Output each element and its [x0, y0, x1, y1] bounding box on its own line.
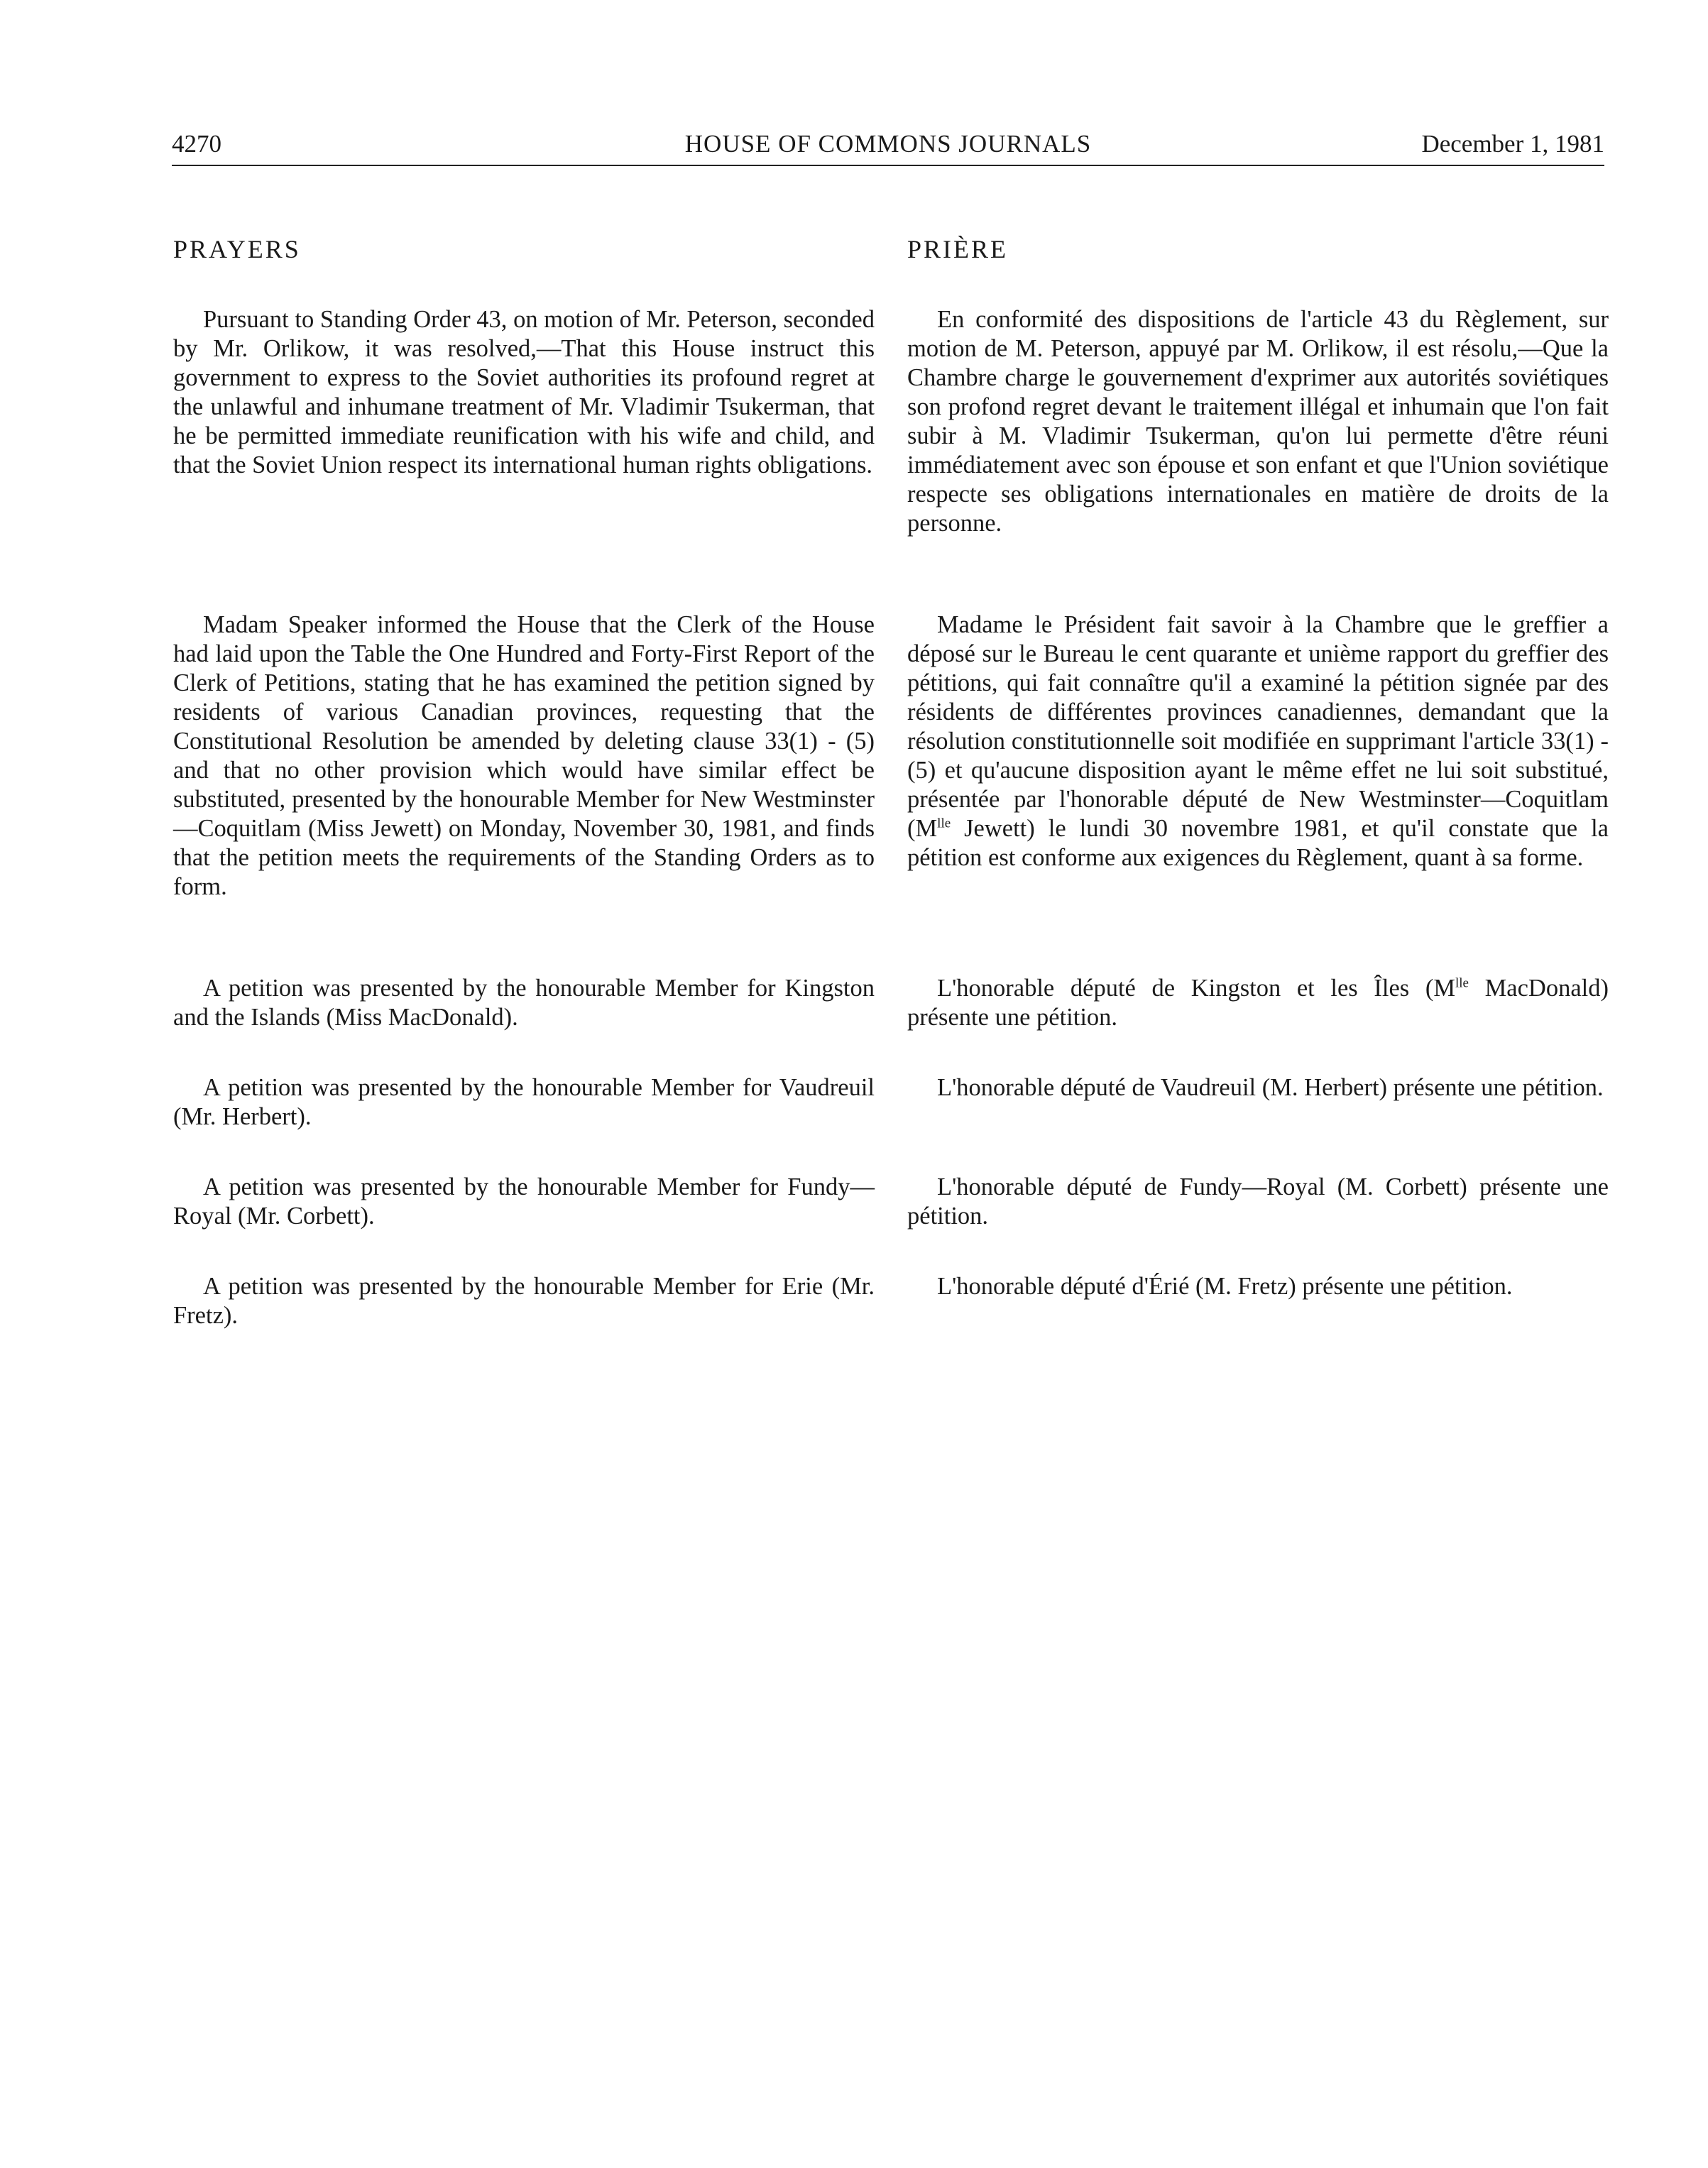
french-report-text-start: Madame le Président fait savoir à la Chambre que le greffier a déposé sur le Bureau le cent quarante et unième rapport du greffier des pétitions, qui fait connaître qu'il a examiné la pétition signée par des résidents de différentes provinces canadiennes, demandant que la résolution constitutionnelle soit modifiée en supprimant l'article 33(1) - (5) et qu'aucune disposition ayant le même effet ne lui soit substitué, présentée par l'honorable député de New Westminster—Coquitlam (M — [907, 611, 1609, 842]
french-kingston-superscript: lle — [1455, 975, 1469, 991]
page-header — [172, 128, 1604, 166]
english-paragraph-petition-erie: A petition was presented by the honourable Member for Erie (Mr. Fretz). — [173, 1273, 875, 1329]
french-kingston-text-end: MacDonald) présente une pétition. — [907, 975, 1609, 1031]
french-paragraph-motion: En conformité des dispositions de l'article 43 du Règlement, sur motion de M. Peterson, appuyé par M. Orlikow, il est résolu,—Que la Chambre charge le gouvernement d'exprimer aux autorités soviétiques son profond regret devant le traitement illégal et inhumain que l'on fait subir à M. Vladimir Tsukerman, qu'on lui permette d'être réuni immédiatement avec son épouse et son enfant et que l'Union soviétique respecte ses obligations internationales en matière de droits de la personne. — [907, 306, 1609, 537]
french-paragraph-petition-kingston — [907, 974, 1609, 1032]
french-paragraph-petition-erie: L'honorable député d'Érié (M. Fretz) présente une pétition. — [937, 1273, 1513, 1300]
journal-date: December 1, 1981 — [1421, 130, 1604, 158]
french-report-text-end: Jewett) le lundi 30 novembre 1981, et qu'il constate que la pétition est conforme aux exigences du Règlement, quant à sa forme. — [907, 815, 1609, 871]
french-paragraph-petition-fundy: L'honorable député de Fundy—Royal (M. Corbett) présente une pétition. — [907, 1173, 1609, 1230]
english-heading: PRAYERS — [173, 235, 301, 263]
english-paragraph-report: Madam Speaker informed the House that the Clerk of the House had laid upon the Table the One Hundred and Forty-First Report of the Clerk of Petitions, stating that he has examined the petition signed by residents of various Canadian provinces, requesting that the Constitutional Resolution be amended by deleting clause 33(1) - (5) and that no other provision which would have similar effect be substituted, presented by the honourable Member for New Westminster—Coquitlam (Miss Jewett) on Monday, November 30, 1981, and finds that the petition meets the requirements of the Standing Orders as to form. — [173, 611, 875, 900]
page-number: 4270 — [172, 130, 221, 158]
journal-title: HOUSE OF COMMONS JOURNALS — [684, 130, 1092, 158]
english-paragraph-petition-vaudreuil: A petition was presented by the honourable Member for Vaudreuil (Mr. Herbert). — [173, 1074, 875, 1130]
english-paragraph-petition-kingston: A petition was presented by the honourable Member for Kingston and the Islands (Miss MacDonald). — [173, 975, 875, 1031]
french-report-superscript: lle — [937, 816, 951, 831]
french-paragraph-petition-vaudreuil: L'honorable député de Vaudreuil (M. Herbert) présente une pétition. — [937, 1074, 1604, 1101]
english-paragraph-motion: Pursuant to Standing Order 43, on motion of Mr. Peterson, seconded by Mr. Orlikow, it was resolved,—That this House instruct this government to express to the Soviet authorities its profound regret at the unlawful and inhumane treatment of Mr. Vladimir Tsukerman, that he be permitted immediate reunification with his wife and child, and that the Soviet Union respect its international human rights obligations. — [173, 306, 875, 478]
french-heading: PRIÈRE — [907, 235, 1009, 263]
french-kingston-text-start: L'honorable député de Kingston et les Îles (M — [937, 975, 1456, 1002]
english-paragraph-petition-fundy: A petition was presented by the honourable Member for Fundy—Royal (Mr. Corbett). — [173, 1173, 875, 1230]
french-paragraph-report — [907, 611, 1609, 872]
